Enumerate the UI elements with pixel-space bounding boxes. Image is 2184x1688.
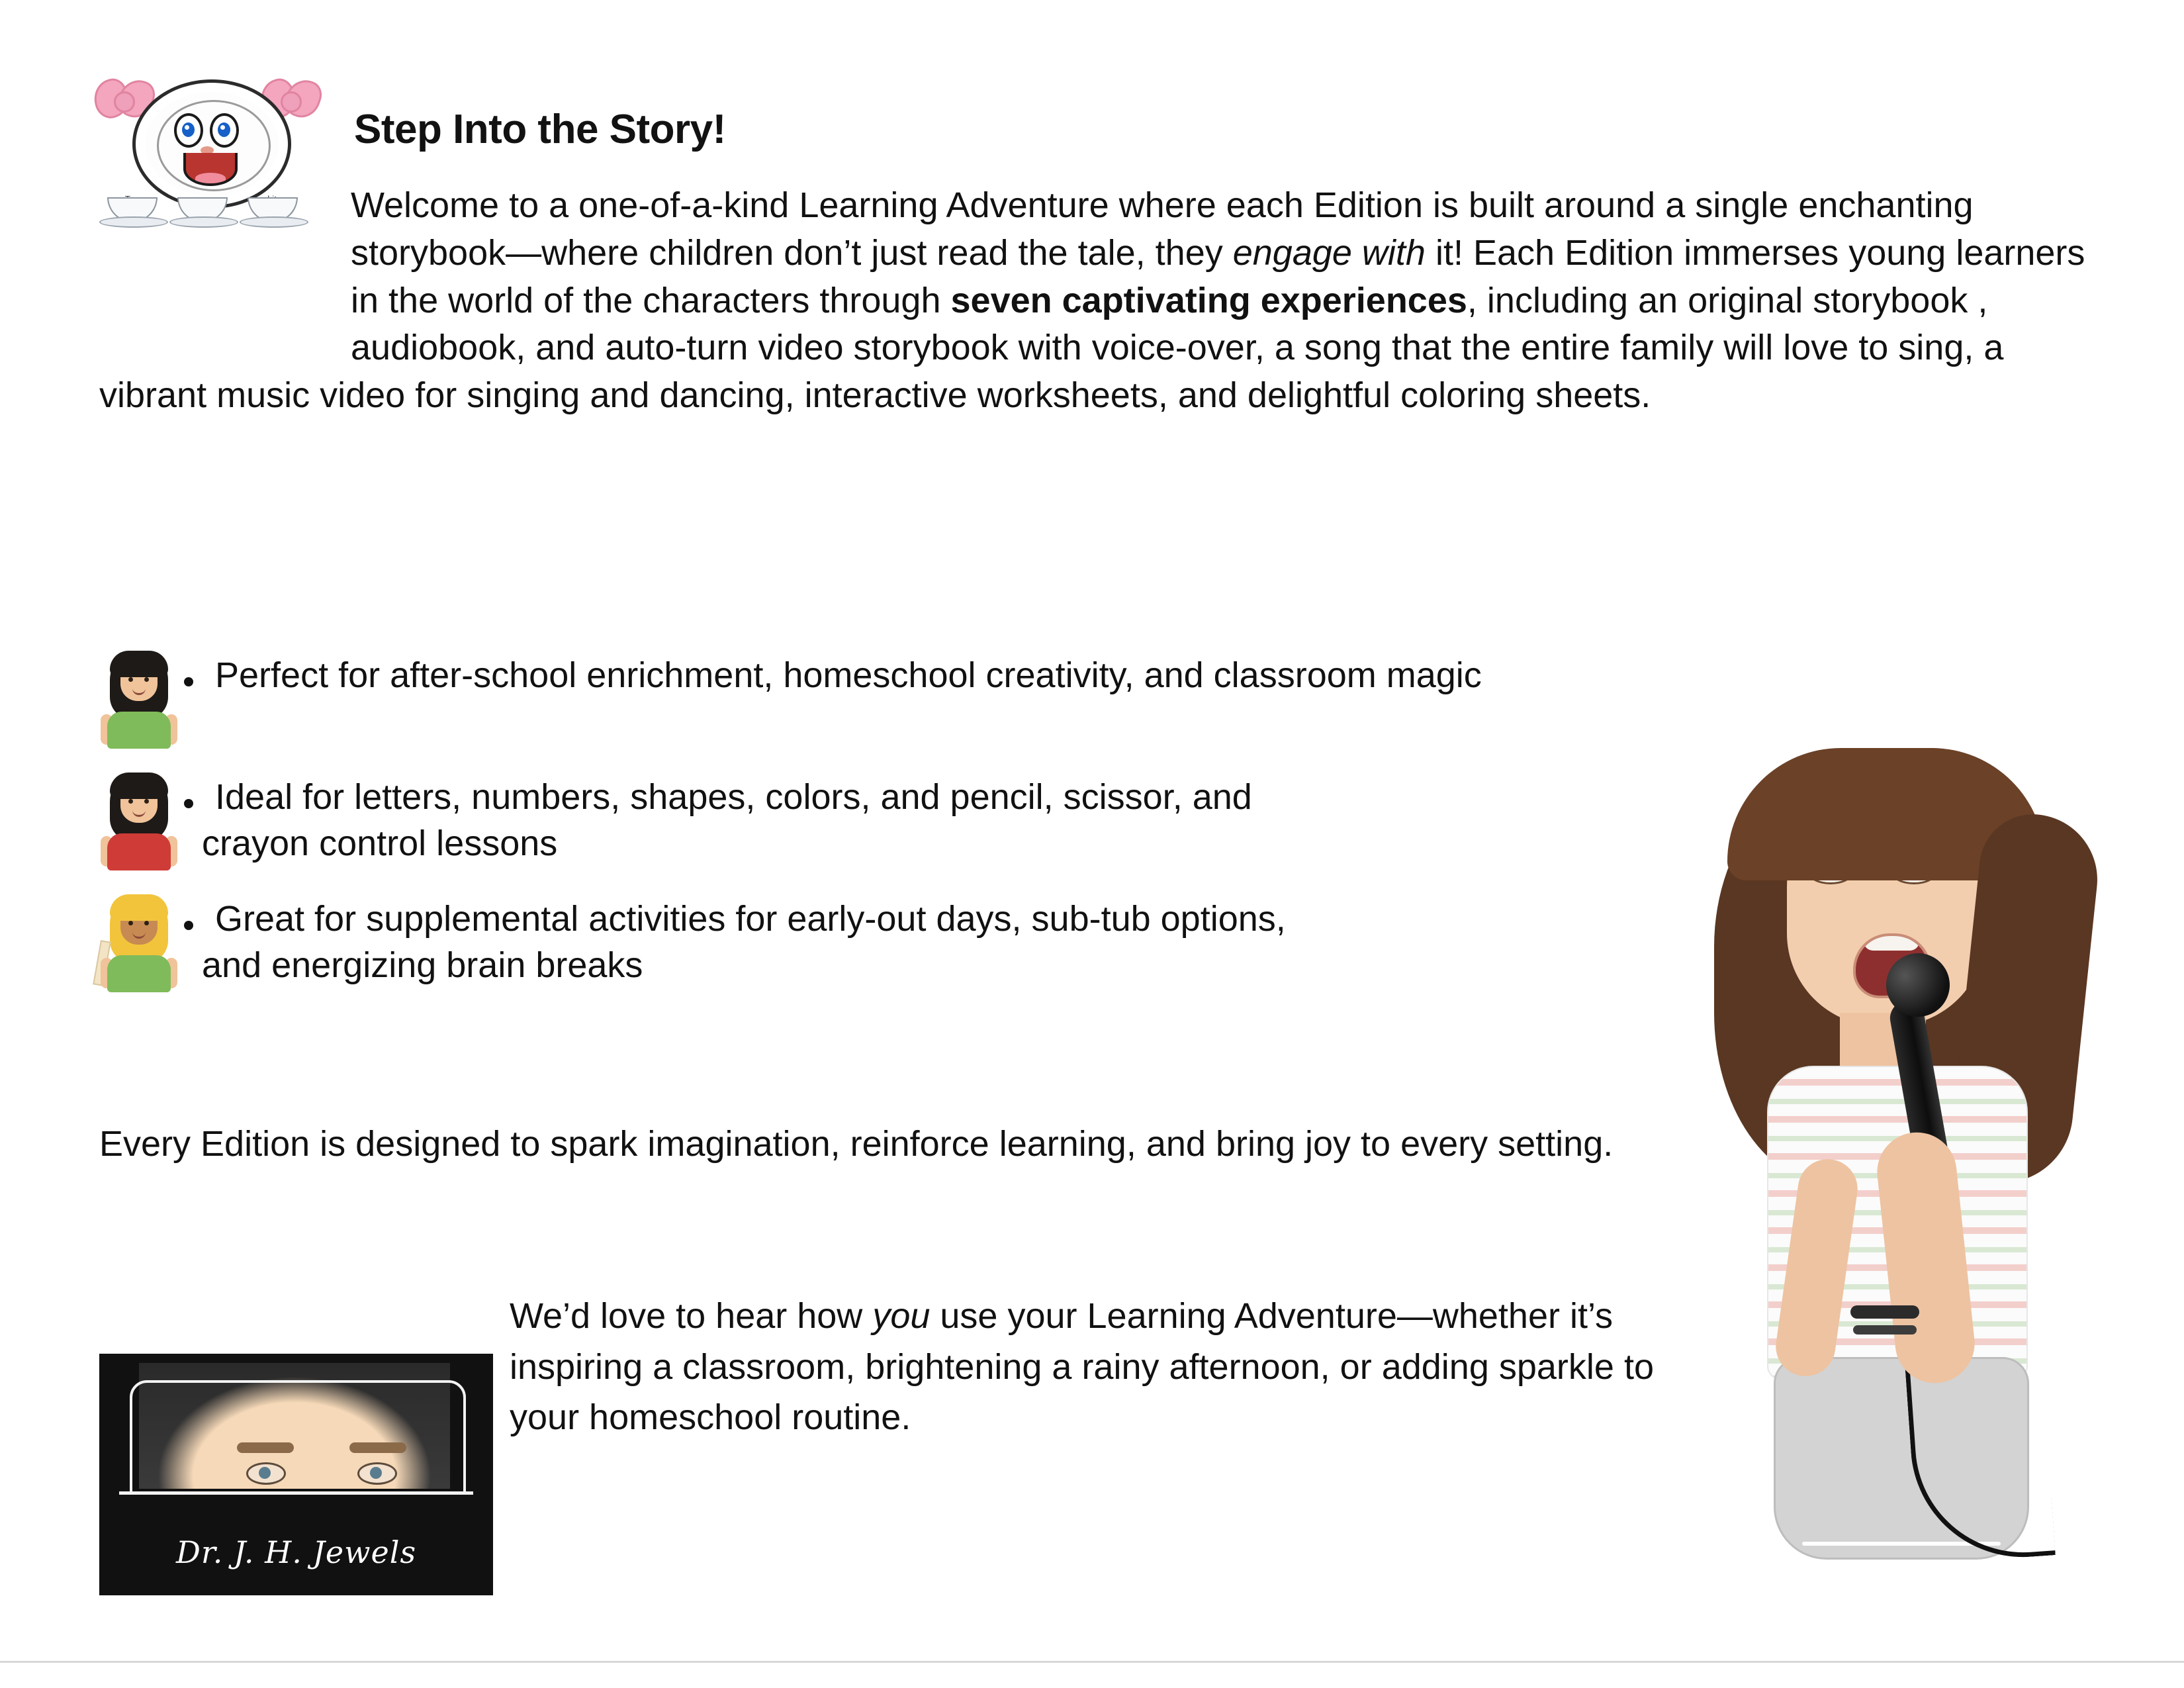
artwork-text-wrap-spacer [99, 182, 351, 334]
woman-green-shirt-icon [99, 648, 179, 747]
list-item-label: Great for supplemental activities for early-out days, sub-tub options, [215, 899, 1286, 939]
woman-blonde-curly-icon [99, 892, 179, 991]
intro-emphasis-engage-with: engage with [1232, 232, 1426, 273]
footer-divider [0, 1661, 2184, 1663]
intro-text-part3: , including an original storybook , audiobook, and auto-turn video storybook with voice-over, a song that the entire family will love to sing, a vibrant music video for singing and dancing, interactive worksheets, and delightful coloring sheets. [99, 280, 2004, 416]
closing-paragraph-1: Every Edition is designed to spark imagination, reinforce learning, and bring joy to every setting. [99, 1124, 1614, 1164]
list-item [99, 896, 1833, 995]
bullet-dot-icon [184, 677, 193, 686]
page-title: Step Into the Story! [354, 107, 726, 152]
closing-2-emphasis-you: you [872, 1296, 931, 1336]
girl-singing-into-microphone-photo [1688, 735, 2111, 1602]
list-item-label-continued: and energizing brain breaks [202, 945, 643, 986]
author-logo [99, 1354, 493, 1595]
list-item [99, 774, 1833, 873]
list-item-label: Ideal for letters, numbers, shapes, colors, and pencil, scissor, and [215, 777, 1252, 817]
woman-red-shirt-icon [99, 770, 179, 869]
intro-bold-seven-experiences: seven captivating experiences [950, 280, 1467, 320]
closing-2-part1: We’d love to hear how [510, 1296, 873, 1336]
plate-mouth-icon [183, 153, 238, 186]
closing-2-part2: use your Learning Adventure—whether it’s inspiring a classroom, brightening a rainy afternoon, or adding sparkle to your homeschool routine. [510, 1296, 1654, 1438]
plate-eye-left-icon [174, 113, 203, 148]
list-item [99, 652, 1833, 751]
bullet-dot-icon [184, 921, 193, 930]
plate-eye-right-icon [210, 113, 239, 148]
bullet-dot-icon [184, 799, 193, 808]
intro-text-part2: it! Each Edition immerses young learners in the world of the characters through [351, 232, 2085, 320]
intro-paragraph [99, 182, 2088, 420]
list-item-label-continued: crayon control lessons [202, 823, 558, 864]
list-item-label: Perfect for after-school enrichment, homeschool creativity, and classroom magic [215, 655, 1482, 695]
author-name: Dr. J. H. Jewels [175, 1534, 417, 1570]
benefits-list [99, 652, 1833, 1017]
intro-text-part1: Welcome to a one-of-a-kind Learning Adventure where each Edition is built around a single enchanting storybook—where children don’t just read the tale, they [351, 185, 1974, 273]
